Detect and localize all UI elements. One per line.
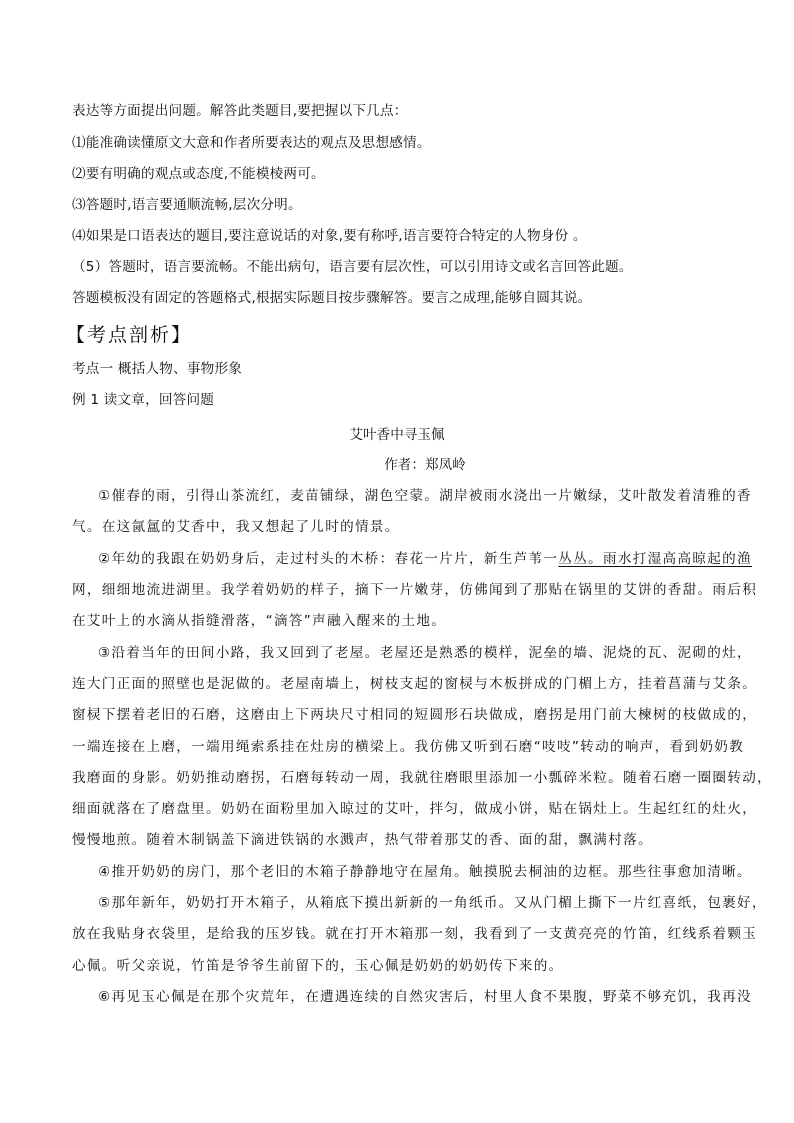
intro-point: ⑷如果是口语表达的题目,要注意说话的对象,要有称呼,语言要符合特定的人物身份 。	[72, 228, 587, 244]
article-line: 连大门正面的照壁也是泥做的。老屋南墙上，树枝支起的窗棂与木板拼成的门楣上方，挂着菖蒲与艾条。	[72, 676, 758, 692]
article-author: 作者：郑凤岭	[384, 457, 466, 473]
article-line: ⑤那年新年，奶奶打开木箱子，从箱底下摸出新新的一角纸币。又从门楣上撕下一片红喜纸，包裹好，	[98, 895, 767, 911]
article-line: 我磨面的身影。奶奶推动磨拐，石磨每转动一周，我就往磨眼里添加一小瓢碎米粒。随着石磨一圈圈转动，	[72, 770, 773, 786]
example-label: 例 1 读文章，回答问题	[72, 392, 215, 408]
article-line: 细面就落在了磨盘里。奶奶在面粉里加入晾过的艾叶，拌匀，做成小饼，贴在锅灶上。生起红红的灶火，	[72, 801, 758, 817]
article-line: ④推开奶奶的房门，那个老旧的木箱子静静地守在屋角。触摸脱去桐油的边框。那些往事愈加清晰。	[98, 864, 752, 880]
article-line: 心佩。听父亲说，竹笛是爷爷生前留下的，玉心佩是奶奶的奶奶传下来的。	[72, 958, 564, 974]
section-heading: 【考点剖析】	[66, 324, 193, 346]
article-line: 放在我贴身衣袋里，是给我的压岁钱。就在打开木箱那一刻，我看到了一支黄亮亮的竹笛，红线系着颗玉	[72, 926, 758, 942]
article-line: ③沿着当年的田间小路，我又回到了老屋。老屋还是熟悉的模样，泥垒的墙、泥烧的瓦、泥砌的灶，	[98, 645, 752, 661]
underlined-phrase: 丛丛。雨水打湿高高晾起的渔	[558, 551, 752, 567]
intro-point: ⑶答题时,语言要通顺流畅,层次分明。	[72, 197, 302, 213]
intro-point: ⑵要有明确的观点或态度,不能模棱两可。	[72, 166, 325, 182]
article-line: 气。在这氤氲的艾香中，我又想起了儿时的情景。	[72, 519, 400, 535]
intro-point: ⑴能准确读懂原文大意和作者所要表达的观点及思想感情。	[72, 135, 431, 151]
intro-point: 答题模板没有固定的答题格式,根据实际题目按步骤解答。要言之成理,能够自圆其说。	[72, 290, 592, 306]
exam-point-label: 考点一 概括人物、事物形象	[72, 361, 243, 377]
article-line: 在艾叶上的水滴从指缝滑落，“滴答”声融入醒来的土地。	[72, 613, 447, 629]
intro-point: （5）答题时，语言要流畅。不能出病句，语言要有层次性，可以引用诗文或名言回答此题。	[72, 259, 633, 275]
article-title: 艾叶香中寻玉佩	[349, 427, 445, 443]
article-line: 窗棂下摆着老旧的石磨，这磨由上下两块尺寸相同的短圆形石块做成，磨拐是用门前大楝树的枝做成的，	[72, 707, 758, 723]
article-line: ⑥再见玉心佩是在那个灾荒年，在遭遇连续的自然灾害后，村里人食不果腹，野菜不够充饥，我再没	[98, 989, 752, 1005]
article-line: ①催春的雨，引得山茶流红，麦苗铺绿，湖色空蒙。湖岸被雨水浇出一片嫩绿，艾叶散发着清雅的香	[98, 488, 752, 504]
article-line: 网，细细地流进湖里。我学着奶奶的样子，摘下一片嫩芽，仿佛闻到了那贴在锅里的艾饼的香甜。雨后积	[72, 582, 758, 598]
article-line: ②年幼的我跟在奶奶身后，走过村头的木桥：春花一片片，新生芦苇一丛丛。雨水打湿高高晾起的渔	[98, 551, 752, 567]
article-line: 慢慢地煎。随着木制锅盖下滴进铁锅的水溅声，热气带着那艾的香、面的甜，飘满村落。	[72, 832, 653, 848]
intro-line: 表达等方面提出问题。解答此类题目,要把握以下几点：	[72, 103, 408, 119]
article-line: 一端连接在上磨，一端用绳索系挂在灶房的横梁上。我仿佛又听到石磨“吱吱”转动的响声，看到奶奶教	[72, 739, 745, 755]
